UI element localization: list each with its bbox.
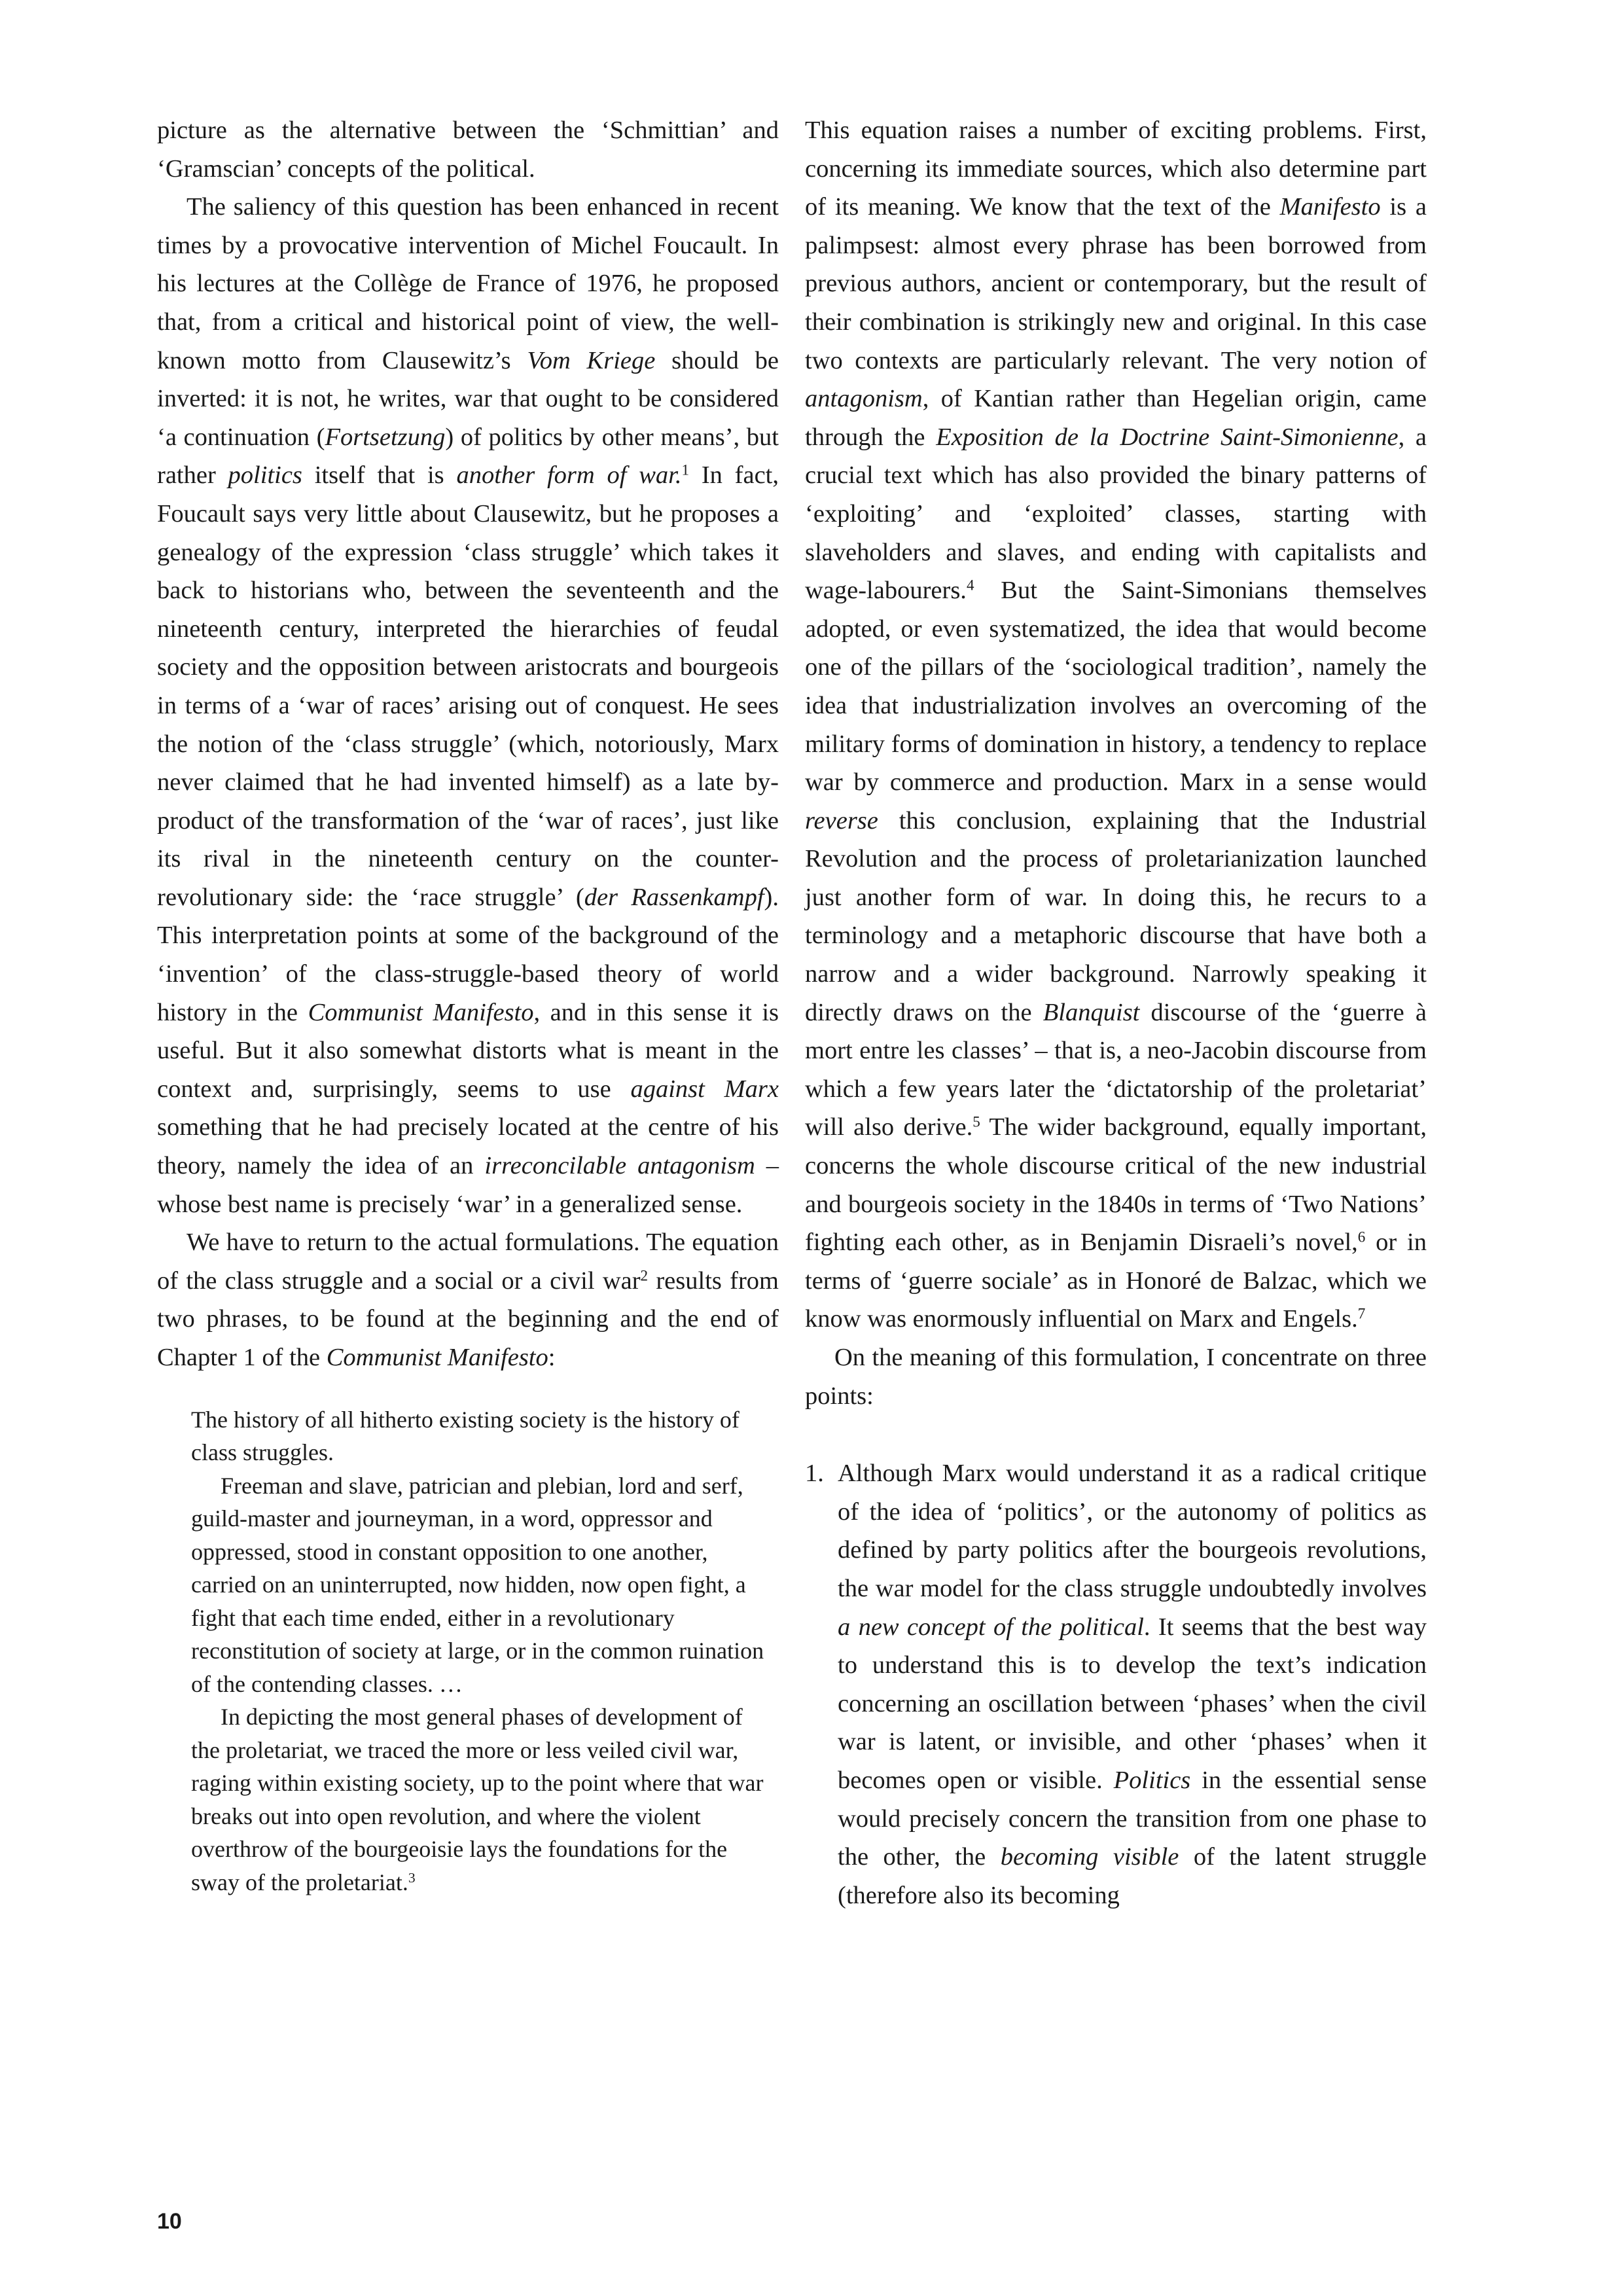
text-run: this conclusion, explaining that the Industrial Revolution and the process of proletarianization launched just another form of war. In doing this, he recurs to a terminology and a metaphoric discourse that have both a narrow and a wider background. Narrowly speaking it directly draws on the (805, 806, 1427, 1026)
italic-run: Fortsetzung (325, 423, 446, 451)
footnote-marker: 6 (1357, 1228, 1366, 1246)
text-run: , a crucial text which has also provided the binary patterns of ‘exploiting’ and ‘exploited’ classes, starting with slaveholders and slaves, and ending with capitalists and wage-labourers. (805, 423, 1427, 605)
text-run: – whose best name is precisely ‘war’ in a generalized sense. (157, 1152, 779, 1218)
italic-run: Blanquist (1043, 998, 1140, 1026)
italic-run: Manifesto (1279, 193, 1381, 221)
text-run: something that he had precisely located at the centre of his theory, namely the idea of an (157, 1113, 779, 1180)
italic-run: against Marx (630, 1075, 779, 1103)
text-run: But the Saint-Simonians themselves adopted, or even systematized, the idea that would become one of the pillars of the ‘sociological tradition’, namely the idea that industrialization involves an overcoming of the military forms of domination in history, a tendency to replace war by commerce and production. Marx in a sense would (805, 577, 1427, 797)
block-quote (157, 1403, 779, 1899)
text-run: . It seems that the best way to understand this is to develop the text’s indication concerning an oscillation between ‘phases’ when the civil war is latent, or invisible, and other ‘phases’ when it becomes open or visible. (838, 1613, 1427, 1794)
text-run: Although Marx would understand it as a radical critique of the idea of ‘politics’, or the autonomy of politics as defined by party politics after the bourgeois revolutions, the war model for the class struggle undoubtedly involves (838, 1460, 1427, 1602)
paragraph (157, 188, 779, 1223)
footnote-marker: 3 (408, 1869, 416, 1886)
item-text (838, 1454, 1427, 1914)
text-run: ). This interpretation points at some of the background of the ‘invention’ of the class-struggle-based theory of world history in the (157, 883, 779, 1026)
text-run: results from two phrases, to be found at the beginning and the end of Chapter 1 of the (157, 1266, 779, 1371)
text-run: ) of politics by other means’, but rather (157, 423, 779, 490)
footnote-marker: 7 (1357, 1304, 1366, 1322)
quote-paragraph: Freeman and slave, patrician and plebian, lord and serf, guild-master and journeyman, in a word, oppressor and oppressed, stood in constant opposition to one another, carried on an uninterrupted, now hidden, now open fight, a fight that each time ended, either in a revolutionary reconstitution of society at large, or in the common ruination of the contending classes. … (191, 1472, 764, 1697)
right-column (805, 111, 1427, 1914)
italic-run: Communist Manifesto (326, 1344, 548, 1371)
text-run: This equation raises a number of exciting problems. First, concerning its immediate sources, which also determine part of its meaning. We know that the text of the (805, 117, 1427, 221)
italic-run: another form of war. (456, 461, 682, 490)
text-run: The saliency of this question has been enhanced in recent times by a provocative intervention of Michel Foucault. In his lectures at the Collège de France of 1976, he proposed that, from a critical and historical point of view, the well-known motto from Clausewitz’s (157, 193, 779, 374)
paragraph (157, 1223, 779, 1376)
italic-run: politics (228, 461, 302, 490)
text-run: , and in this sense it is useful. But it also somewhat distorts what is meant in the context and, surprisingly, seems to use (157, 998, 779, 1103)
italic-run: becoming visible (1000, 1843, 1179, 1871)
quote-paragraph (191, 1700, 768, 1899)
text-run: discourse of the ‘guerre à mort entre les classes’ – that is, a neo-Jacobin discourse from which a few years later the ‘dictatorship of the proletariat’ will also derive. (805, 998, 1427, 1141)
italic-run: reverse (805, 806, 878, 834)
text-run: is a palimpsest: almost every phrase has been borrowed from previous authors, ancient or contemporary, but the result of their combination is strikingly new and original. In this case two contexts are particularly relevant. The very notion of (805, 193, 1427, 374)
italic-run: antagonism (805, 385, 923, 413)
text-run: or in terms of ‘guerre sociale’ as in Honoré de Balzac, which we know was enormously influential on Marx and Engels. (805, 1229, 1427, 1333)
left-column (157, 111, 779, 1899)
footnote-marker: 4 (966, 576, 974, 594)
italic-run: a new concept of the political (838, 1613, 1144, 1641)
text-run: We have to return to the actual formulations. The equation of the class struggle and a social or a civil war (157, 1229, 779, 1295)
text-run: should be inverted: it is not, he writes, war that ought to be considered ‘a continuation ( (157, 346, 779, 451)
text-run: , of Kantian rather than Hegelian origin, came through the (805, 385, 1427, 451)
page-number: 10 (157, 2209, 182, 2234)
quote-paragraph: The history of all hitherto existing society is the history of class struggles. (191, 1406, 740, 1466)
footnote-marker: 5 (972, 1113, 980, 1130)
text-run: itself that is (302, 461, 457, 490)
italic-run: der Rassenkampf (584, 883, 764, 911)
footnote-marker: 2 (640, 1266, 649, 1284)
paragraph: picture as the alternative between the ‘Schmittian’ and ‘Gramscian’ concepts of the political. (157, 117, 779, 183)
numbered-item (805, 1454, 1427, 1914)
italic-run: Vom Kriege (527, 346, 656, 374)
paragraph: On the meaning of this formulation, I concentrate on three points: (805, 1344, 1427, 1410)
text-run: The wider background, equally important, concerns the whole discourse critical of the new industrial and bourgeois society in the 1840s in terms of ‘Two Nations’ fighting each other, as in Benjamin Disraeli’s novel, (805, 1113, 1427, 1257)
italic-run: Exposition de la Doctrine Saint-Simonienne (936, 423, 1399, 451)
italic-run: Politics (1113, 1766, 1191, 1794)
item-number: 1. (805, 1460, 824, 1488)
italic-run: Communist Manifesto (308, 998, 534, 1026)
text-run: in the essential sense would precisely concern the transition from one phase to the other, the (838, 1766, 1427, 1871)
paragraph (805, 111, 1427, 1338)
text-run: of the latent struggle (therefore also its becoming (838, 1843, 1427, 1909)
text-run: In depicting the most general phases of development of the proletariat, we traced the more or less veiled civil war, raging within existing society, up to the point where that war breaks out into open revolution, and where the violent overthrow of the bourgeoisie lays the foundations for the sway of the proletariat. (191, 1704, 764, 1895)
italic-run: irreconcilable antagonism (484, 1152, 755, 1180)
text-run: : (548, 1344, 556, 1371)
footnote-marker: 1 (681, 461, 690, 478)
text-run: In fact, Foucault says very little about Clausewitz, but he proposes a genealogy of the expression ‘class struggle’ which takes it back to historians who, between the seventeenth and the nineteenth century, interpreted the hierarchies of feudal society and the opposition between aristocrats and bourgeois in terms of a ‘war of races’ arising out of conquest. He sees the notion of the ‘class struggle’ (which, notoriously, Marx never claimed that he had invented himself) as a late by-product of the transformation of the ‘war of races’, just like its rival in the nineteenth century on the counter-revolutionary side: the ‘race struggle’ ( (157, 461, 779, 911)
